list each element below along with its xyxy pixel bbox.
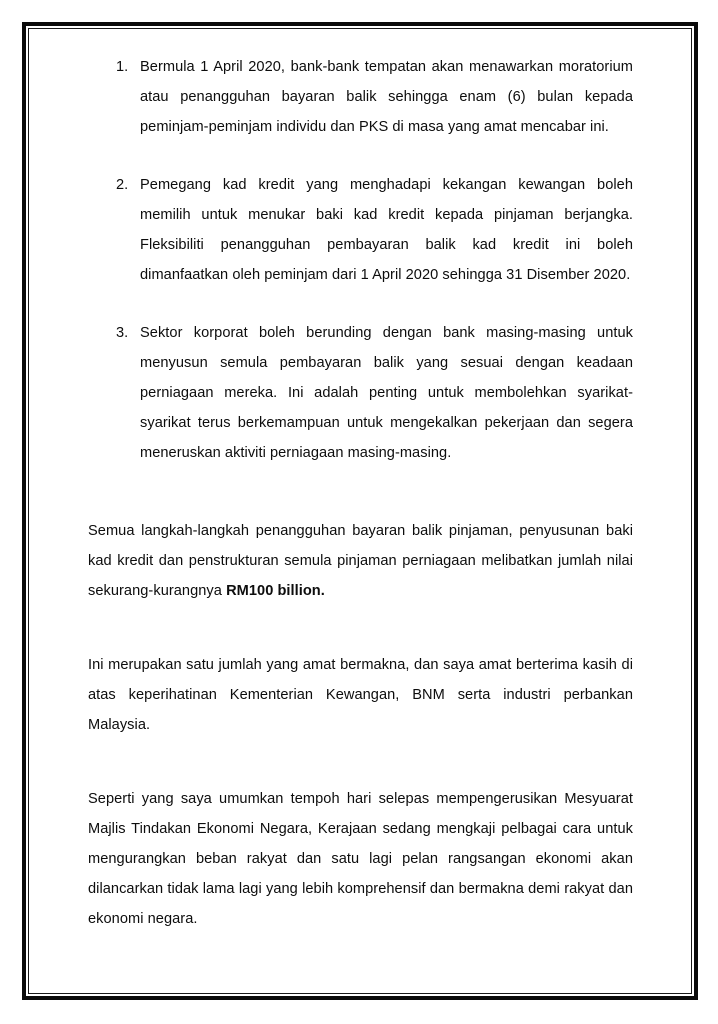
paragraph-spacer [88, 606, 633, 650]
list-item-marker: 2. [116, 177, 129, 193]
numbered-list [88, 52, 633, 468]
highlighted-amount: RM100 billion. [226, 583, 325, 599]
document-content [88, 52, 633, 934]
paragraph-spacer [88, 468, 633, 516]
list-item-text: Sektor korporat boleh berunding dengan bank masing-masing untuk menyusun semula pembayaran balik yang sesuai dengan keadaan perniagaan mereka. Ini adalah penting untuk membolehkan syarikat-syarikat terus berkemampuan untuk mengekalkan pekerjaan dan segera meneruskan aktiviti perniagaan masing-masing. [140, 325, 633, 461]
paragraph-spacer [88, 740, 633, 784]
body-paragraph [88, 784, 633, 934]
list-item [88, 52, 633, 142]
body-paragraph [88, 650, 633, 740]
list-item-text: Pemegang kad kredit yang menghadapi kekangan kewangan boleh memilih untuk menukar baki kad kredit kepada pinjaman berjangka. Fleksibiliti penangguhan pembayaran balik kad kredit ini boleh dimanfaatkan oleh peminjam dari 1 April 2020 sehingga 31 Disember 2020. [140, 177, 633, 283]
list-item-marker: 1. [116, 59, 129, 75]
paragraph-lead-text: Seperti yang saya umumkan tempoh hari selepas mempengerusikan Mesyuarat Majlis Tindakan Ekonomi Negara, Kerajaan sedang mengkaji pelbagai cara untuk mengurangkan beban rakyat dan satu lagi pelan rangsangan ekonomi akan dilancarkan tidak lama lagi yang lebih komprehensif dan bermakna demi rakyat dan ekonomi negara. [88, 791, 633, 927]
list-item [88, 170, 633, 290]
list-item [88, 318, 633, 468]
paragraph-lead-text: Semua langkah-langkah penangguhan bayaran balik pinjaman, penyusunan baki kad kredit dan penstrukturan semula pinjaman perniagaan melibatkan jumlah nilai sekurang-kurangnya [88, 523, 633, 599]
list-item-marker: 3. [116, 325, 129, 341]
paragraph-lead-text: Ini merupakan satu jumlah yang amat bermakna, dan saya amat berterima kasih di atas keperihatinan Kementerian Kewangan, BNM serta industri perbankan Malaysia. [88, 657, 633, 733]
body-paragraph [88, 516, 633, 606]
list-item-text: Bermula 1 April 2020, bank-bank tempatan akan menawarkan moratorium atau penangguhan bayaran balik sehingga enam (6) bulan kepada peminjam-peminjam individu dan PKS di masa yang amat mencabar ini. [140, 59, 633, 135]
